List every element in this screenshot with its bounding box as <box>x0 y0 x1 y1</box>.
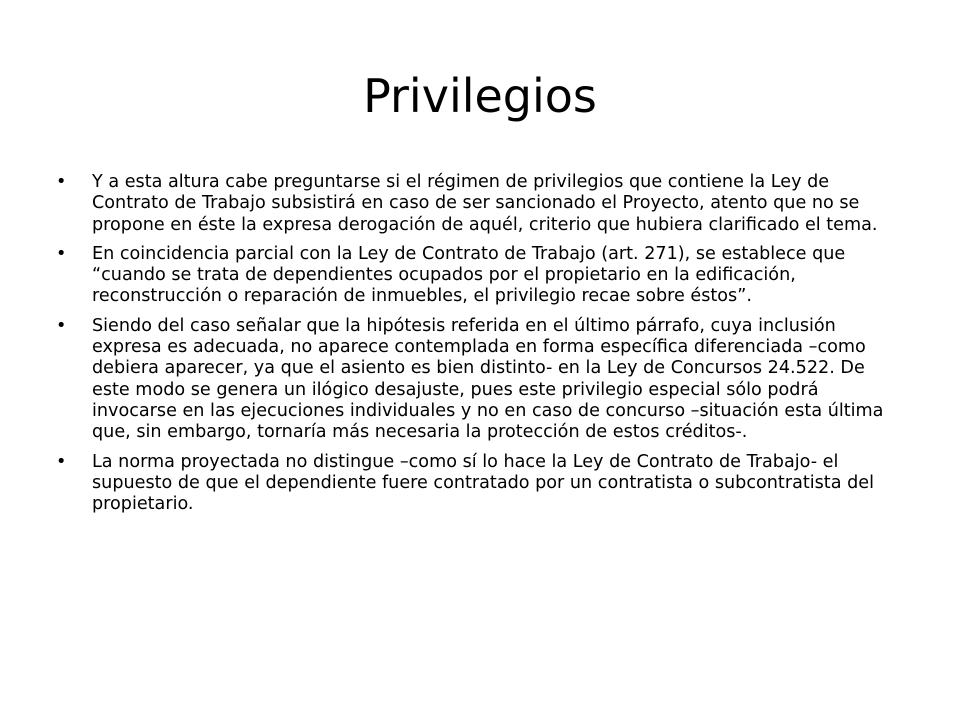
bullet-dot-icon: • <box>56 315 67 336</box>
bullet-dot-icon: • <box>56 172 67 192</box>
bullet-text: En coincidencia parcial con la Ley de Contrato de Trabajo (art. 271), se establece que “cuando se trata de dependientes ocupados por el propietario en la edificación, reconstrucción o reparación de inmuebles, el privilegio recae sobre éstos”. <box>92 243 846 307</box>
bullet-item <box>56 452 906 516</box>
bullet-item <box>56 244 906 308</box>
bullet-text: Y a esta altura cabe preguntarse si el régimen de privilegios que contiene la Ley de Contrato de Trabajo subsistirá en caso de ser sancionado el Proyecto, atento que no se propone en éste la expresa derogación de aquél, criterio que hubiera clarificado el tema. <box>92 172 878 235</box>
bullet-text: Siendo del caso señalar que la hipótesis referida en el último párrafo, cuya inclusión expresa es adecuada, no aparece contemplada en forma específica diferenciada –como debiera aparecer, ya que el asiento es bien distinto- en la Ley de Concursos 24.522. De este modo se genera un ilógico desajuste, pues este privilegio especial sólo podrá invocarse en las ejecuciones individuales y no en caso de concurso –situación esta última que, sin embargo, tornaría más necesaria la protección de estos créditos-. <box>92 315 884 443</box>
bullet-item <box>56 316 906 444</box>
bullet-item <box>56 172 906 236</box>
bullet-dot-icon: • <box>56 451 67 472</box>
bullet-dot-icon: • <box>56 243 67 264</box>
bullet-text: La norma proyectada no distingue –como sí lo hace la Ley de Contrato de Trabajo- el supuesto de que el dependiente fuere contratado por un contratista o subcontratista del propietario. <box>92 451 874 515</box>
bullet-list <box>56 172 906 523</box>
slide-title: Privilegios <box>363 69 597 123</box>
